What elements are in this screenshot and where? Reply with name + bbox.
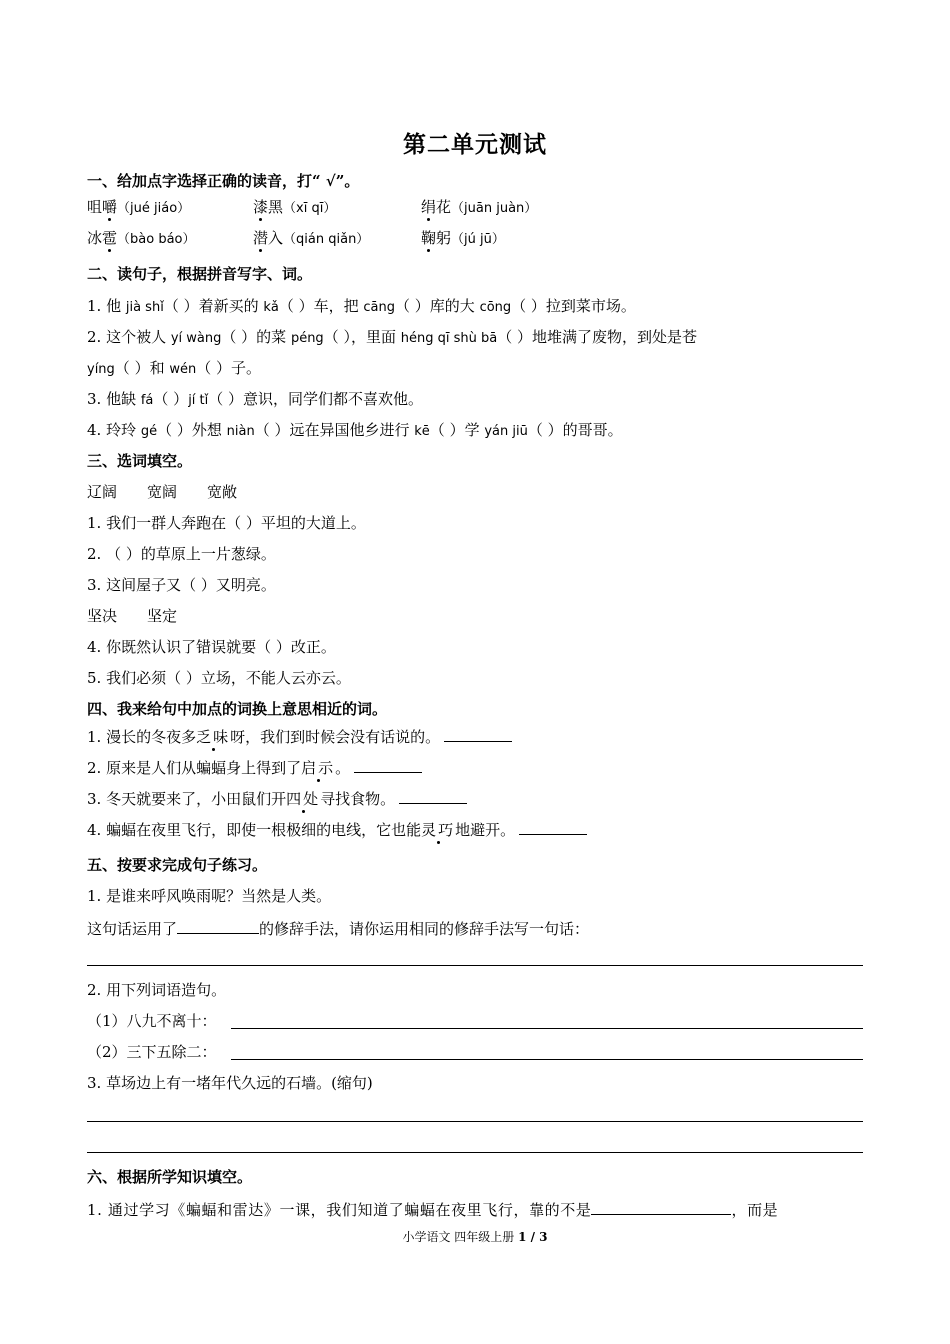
- section-3-heading: 三、选词填空。: [87, 452, 193, 470]
- pinyin-choice-2: 漆黑（xī qī）: [253, 198, 337, 216]
- answer-line[interactable]: [87, 965, 863, 966]
- s3-question-3: 3. 这间屋子又（ ）又明亮。: [87, 576, 276, 594]
- section-2-heading: 二、读句子，根据拼音写字、词。: [87, 265, 313, 283]
- s6-question-1: 1. 通过学习《蝙蝠和雷达》一课，我们知道了蝙蝠在夜里飞行，靠的不是 ，而是: [87, 1198, 863, 1220]
- s2-question-1: 1. 他 jià shǐ（ ）着新买的 kǎ（ ）车，把 cāng（ ）库的大 cōng（ ）拉到菜市场。: [87, 297, 636, 315]
- section-1-heading: 一、给加点字选择正确的读音，打“ √”。: [87, 172, 360, 190]
- answer-blank[interactable]: [354, 756, 422, 773]
- word-bank-2: 坚决 坚定: [87, 607, 178, 625]
- page-number: 1 / 3: [518, 1230, 548, 1244]
- answer-blank[interactable]: [444, 725, 512, 742]
- page-footer: 小学语文 四年级上册 1 / 3: [402, 1230, 548, 1244]
- answer-line[interactable]: [87, 1152, 863, 1153]
- s4-question-3: 3. 冬天就要来了，小田鼠们开四处寻找食物。: [87, 787, 467, 809]
- answer-line[interactable]: [87, 1121, 863, 1122]
- s3-question-2: 2. （ ）的草原上一片葱绿。: [87, 545, 276, 563]
- s3-question-5: 5. 我们必须（ ）立场，不能人云亦云。: [87, 669, 351, 687]
- pinyin-choice-6: 鞠躬（jú jū）: [421, 229, 505, 247]
- section-4-heading: 四、我来给句中加点的词换上意思相近的词。: [87, 700, 388, 718]
- pinyin-choice-3: 绢花（juān juàn）: [421, 198, 538, 216]
- s4-question-4: 4. 蝙蝠在夜里飞行，即使一根极细的电线，它也能灵巧地避开。: [87, 818, 587, 840]
- s2-question-3: 3. 他缺 fá（ ）jí tǐ（ ）意识，同学们都不喜欢他。: [87, 390, 424, 408]
- s2-question-2: 2. 这个被人 yí wàng（ ）的菜 péng（ ），里面 héng qī shù bā（ ）地堆满了废物，到处是苍: [87, 328, 697, 346]
- section-5-heading: 五、按要求完成句子练习。: [87, 856, 268, 874]
- s3-question-4: 4. 你既然认识了错误就要（ ）改正。: [87, 638, 336, 656]
- answer-blank[interactable]: [519, 818, 587, 835]
- s5-question-2b: （2）三下五除二：: [87, 1043, 217, 1061]
- s5-question-2: 2. 用下列词语造句。: [87, 981, 227, 999]
- rhetoric-blank[interactable]: [177, 917, 259, 934]
- s2-question-4: 4. 玲玲 gé（ ）外想 niàn（ ）远在异国他乡进行 kē（ ）学 yán jiū（ ）的哥哥。: [87, 421, 623, 439]
- answer-line[interactable]: [231, 1028, 863, 1029]
- s4-question-2: 2. 原来是人们从蝙蝠身上得到了启示。: [87, 756, 422, 778]
- s5-question-1: 1. 是谁来呼风唤雨呢？当然是人类。: [87, 887, 332, 905]
- s5-question-2a: （1）八九不离十：: [87, 1012, 217, 1030]
- answer-line[interactable]: [231, 1059, 863, 1060]
- answer-blank[interactable]: [591, 1198, 731, 1215]
- s5-question-3: 3. 草场边上有一堵年代久远的石墙。(缩句): [87, 1074, 373, 1092]
- s5-question-1b: 这句话运用了 的修辞手法，请你运用相同的修辞手法写一句话：: [87, 917, 589, 939]
- pinyin-choice-1: 咀嚼（jué jiáo）: [87, 198, 191, 216]
- answer-blank[interactable]: [399, 787, 467, 804]
- pinyin-choice-5: 潜入（qián qiǎn）: [253, 229, 370, 247]
- s3-question-1: 1. 我们一群人奔跑在（ ）平坦的大道上。: [87, 514, 366, 532]
- word-bank-1: 辽阔 宽阔 宽敞: [87, 483, 238, 501]
- page-title: 第二单元测试: [403, 131, 547, 158]
- s2-question-2-cont: yíng（ ）和 wén（ ）子。: [87, 359, 261, 377]
- section-6-heading: 六、根据所学知识填空。: [87, 1168, 253, 1186]
- pinyin-choice-4: 冰雹（bào báo）: [87, 229, 196, 247]
- s4-question-1: 1. 漫长的冬夜多乏味呀，我们到时候会没有话说的。: [87, 725, 512, 747]
